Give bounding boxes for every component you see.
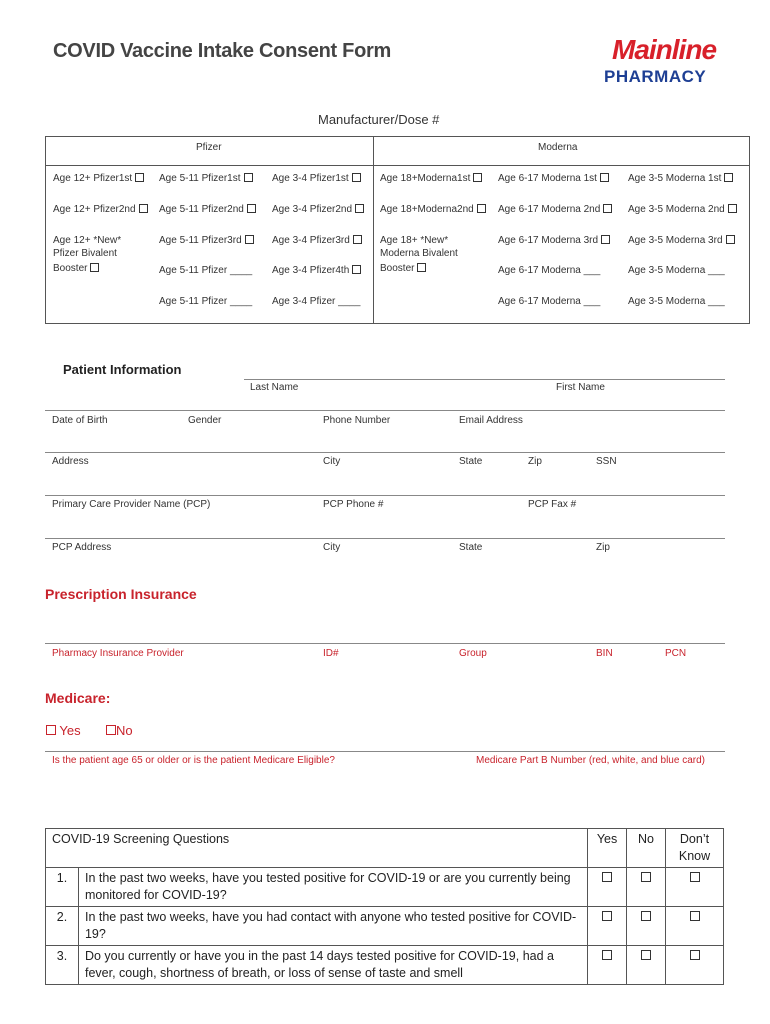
screening-heading: COVID-19 Screening Questions <box>46 829 588 868</box>
no-checkbox[interactable] <box>641 911 651 921</box>
pfizer-option[interactable]: Age 5-11 Pfizer ____ <box>159 265 253 276</box>
pfizer-booster-line2: Pfizer Bivalent <box>53 248 117 259</box>
moderna-booster-option[interactable]: Booster <box>380 263 426 274</box>
pcp-state-label: State <box>459 542 483 553</box>
pfizer-option[interactable]: Age 12+ Pfizer2nd <box>53 204 148 215</box>
moderna-option[interactable]: Age 6-17 Moderna 1st <box>498 173 609 184</box>
moderna-option[interactable]: Age 3-5 Moderna 1st <box>628 173 733 184</box>
medicare-eligible-label: Is the patient age 65 or older or is the patient Medicare Eligible? <box>52 755 335 766</box>
checkbox[interactable] <box>477 204 486 213</box>
manufacturer-heading: Manufacturer/Dose # <box>318 112 440 127</box>
pfizer-option[interactable]: Age 5-11 Pfizer ____ <box>159 296 253 307</box>
checkbox[interactable] <box>46 725 56 735</box>
checkbox[interactable] <box>353 235 362 244</box>
moderna-option[interactable]: Age 6-17 Moderna 3rd <box>498 235 610 246</box>
pfizer-option[interactable]: Age 3-4 Pfizer4th <box>272 265 361 276</box>
logo: Mainline <box>612 34 717 65</box>
dont-know-checkbox[interactable] <box>690 911 700 921</box>
pfizer-header: Pfizer <box>196 142 222 153</box>
yes-checkbox[interactable] <box>602 950 612 960</box>
medicare-heading: Medicare: <box>45 690 111 706</box>
no-checkbox[interactable] <box>641 950 651 960</box>
checkbox[interactable] <box>600 173 609 182</box>
moderna-booster-line2: Moderna Bivalent <box>380 248 458 259</box>
pfizer-option[interactable]: Age 3-4 Pfizer3rd <box>272 235 362 246</box>
checkbox[interactable] <box>726 235 735 244</box>
moderna-option[interactable]: Age 6-17 Moderna ___ <box>498 265 601 276</box>
question-number: 2. <box>46 907 79 946</box>
checkbox[interactable] <box>139 204 148 213</box>
gender-label: Gender <box>188 415 222 426</box>
moderna-header: Moderna <box>538 142 578 153</box>
checkbox[interactable] <box>417 263 426 272</box>
checkbox[interactable] <box>352 265 361 274</box>
first-name-label: First Name <box>556 382 605 393</box>
pcp-zip-label: Zip <box>596 542 610 553</box>
question-text: In the past two weeks, have you tested positive for COVID-19 or are you currently being monitored for COVID-19? <box>78 868 587 907</box>
pcp-city-label: City <box>323 542 341 553</box>
insurance-bin-label: BIN <box>596 648 613 659</box>
question-number: 3. <box>46 946 79 985</box>
insurance-field-line[interactable] <box>45 643 725 644</box>
divider <box>244 379 725 380</box>
insurance-id-label: ID# <box>323 648 339 659</box>
no-checkbox[interactable] <box>641 872 651 882</box>
state-label: State <box>459 456 483 467</box>
moderna-option[interactable]: Age 18+Moderna1st <box>380 173 482 184</box>
moderna-option[interactable]: Age 3-5 Moderna ___ <box>628 265 725 276</box>
table-header-divider <box>46 165 749 166</box>
pcp-field-line[interactable] <box>45 538 725 539</box>
yes-checkbox[interactable] <box>602 872 612 882</box>
screening-table <box>45 828 724 985</box>
pfizer-booster-option[interactable]: Booster <box>53 263 99 274</box>
checkbox[interactable] <box>724 173 733 182</box>
dont-know-checkbox[interactable] <box>690 950 700 960</box>
dob-label: Date of Birth <box>52 415 108 426</box>
checkbox[interactable] <box>603 204 612 213</box>
checkbox[interactable] <box>90 263 99 272</box>
email-label: Email Address <box>459 415 523 426</box>
pfizer-option[interactable]: Age 5-11 Pfizer3rd <box>159 235 254 246</box>
moderna-option[interactable]: Age 6-17 Moderna ___ <box>498 296 601 307</box>
pcp-address-label: PCP Address <box>52 542 112 553</box>
patient-info-heading: Patient Information <box>63 362 182 377</box>
moderna-option[interactable]: Age 18+Moderna2nd <box>380 204 486 215</box>
address-label: Address <box>52 456 89 467</box>
dont-know-checkbox[interactable] <box>690 872 700 882</box>
checkbox[interactable] <box>106 725 116 735</box>
table-row <box>46 907 724 946</box>
checkbox[interactable] <box>245 235 254 244</box>
insurance-provider-label: Pharmacy Insurance Provider <box>52 648 184 659</box>
medicare-part-b-label: Medicare Part B Number (red, white, and blue card) <box>476 755 705 766</box>
last-name-label: Last Name <box>250 382 299 393</box>
pcp-name-label: Primary Care Provider Name (PCP) <box>52 499 211 510</box>
medicare-field-line[interactable] <box>45 751 725 752</box>
name-field-line[interactable] <box>45 410 725 411</box>
checkbox[interactable] <box>247 204 256 213</box>
ssn-label: SSN <box>596 456 617 467</box>
question-text: Do you currently or have you in the past 14 days tested positive for COVID-19, had a fever, cough, shortness of breath, or loss of sense of taste and smell <box>78 946 587 985</box>
medicare-no-option[interactable]: No <box>106 723 133 738</box>
pfizer-option[interactable]: Age 5-11 Pfizer2nd <box>159 204 256 215</box>
pcp-phone-label: PCP Phone # <box>323 499 384 510</box>
insurance-pcn-label: PCN <box>665 648 687 659</box>
phone-label: Phone Number <box>323 415 391 426</box>
table-row <box>46 868 724 907</box>
medicare-yes-option[interactable]: Yes <box>46 723 81 738</box>
checkbox[interactable] <box>352 173 361 182</box>
checkbox[interactable] <box>601 235 610 244</box>
col-no: No <box>627 829 666 868</box>
checkbox[interactable] <box>244 173 253 182</box>
pfizer-booster-line1: Age 12+ *New* <box>53 235 122 246</box>
pfizer-option[interactable]: Age 3-4 Pfizer ____ <box>272 296 361 307</box>
checkbox[interactable] <box>728 204 737 213</box>
moderna-booster-line1: Age 18+ *New* <box>380 235 449 246</box>
logo-subtitle: PHARMACY <box>604 67 707 86</box>
checkbox[interactable] <box>355 204 364 213</box>
insurance-group-label: Group <box>459 648 487 659</box>
pfizer-option[interactable]: Age 3-4 Pfizer2nd <box>272 204 364 215</box>
city-label: City <box>323 456 341 467</box>
checkbox[interactable] <box>473 173 482 182</box>
question-text: In the past two weeks, have you had contact with anyone who tested positive for COVID-19? <box>78 907 587 946</box>
moderna-option[interactable]: Age 3-5 Moderna ___ <box>628 296 725 307</box>
zip-label: Zip <box>528 456 542 467</box>
moderna-option[interactable]: Age 3-5 Moderna 2nd <box>628 204 737 215</box>
pfizer-option[interactable]: Age 5-11 Pfizer1st <box>159 173 253 184</box>
table-row <box>46 946 724 985</box>
pfizer-option[interactable]: Age 12+ Pfizer1st <box>53 173 144 184</box>
col-dont-know: Don’t Know <box>666 829 724 868</box>
insurance-heading: Prescription Insurance <box>45 586 197 602</box>
moderna-option[interactable]: Age 3-5 Moderna 3rd <box>628 235 735 246</box>
moderna-option[interactable]: Age 6-17 Moderna 2nd <box>498 204 612 215</box>
pfizer-option[interactable]: Age 3-4 Pfizer1st <box>272 173 361 184</box>
yes-checkbox[interactable] <box>602 911 612 921</box>
address-field-line[interactable] <box>45 495 725 496</box>
pcp-fax-label: PCP Fax # <box>528 499 577 510</box>
col-yes: Yes <box>588 829 627 868</box>
question-number: 1. <box>46 868 79 907</box>
contact-field-line[interactable] <box>45 452 725 453</box>
checkbox[interactable] <box>135 173 144 182</box>
page-title: COVID Vaccine Intake Consent Form <box>53 40 391 62</box>
